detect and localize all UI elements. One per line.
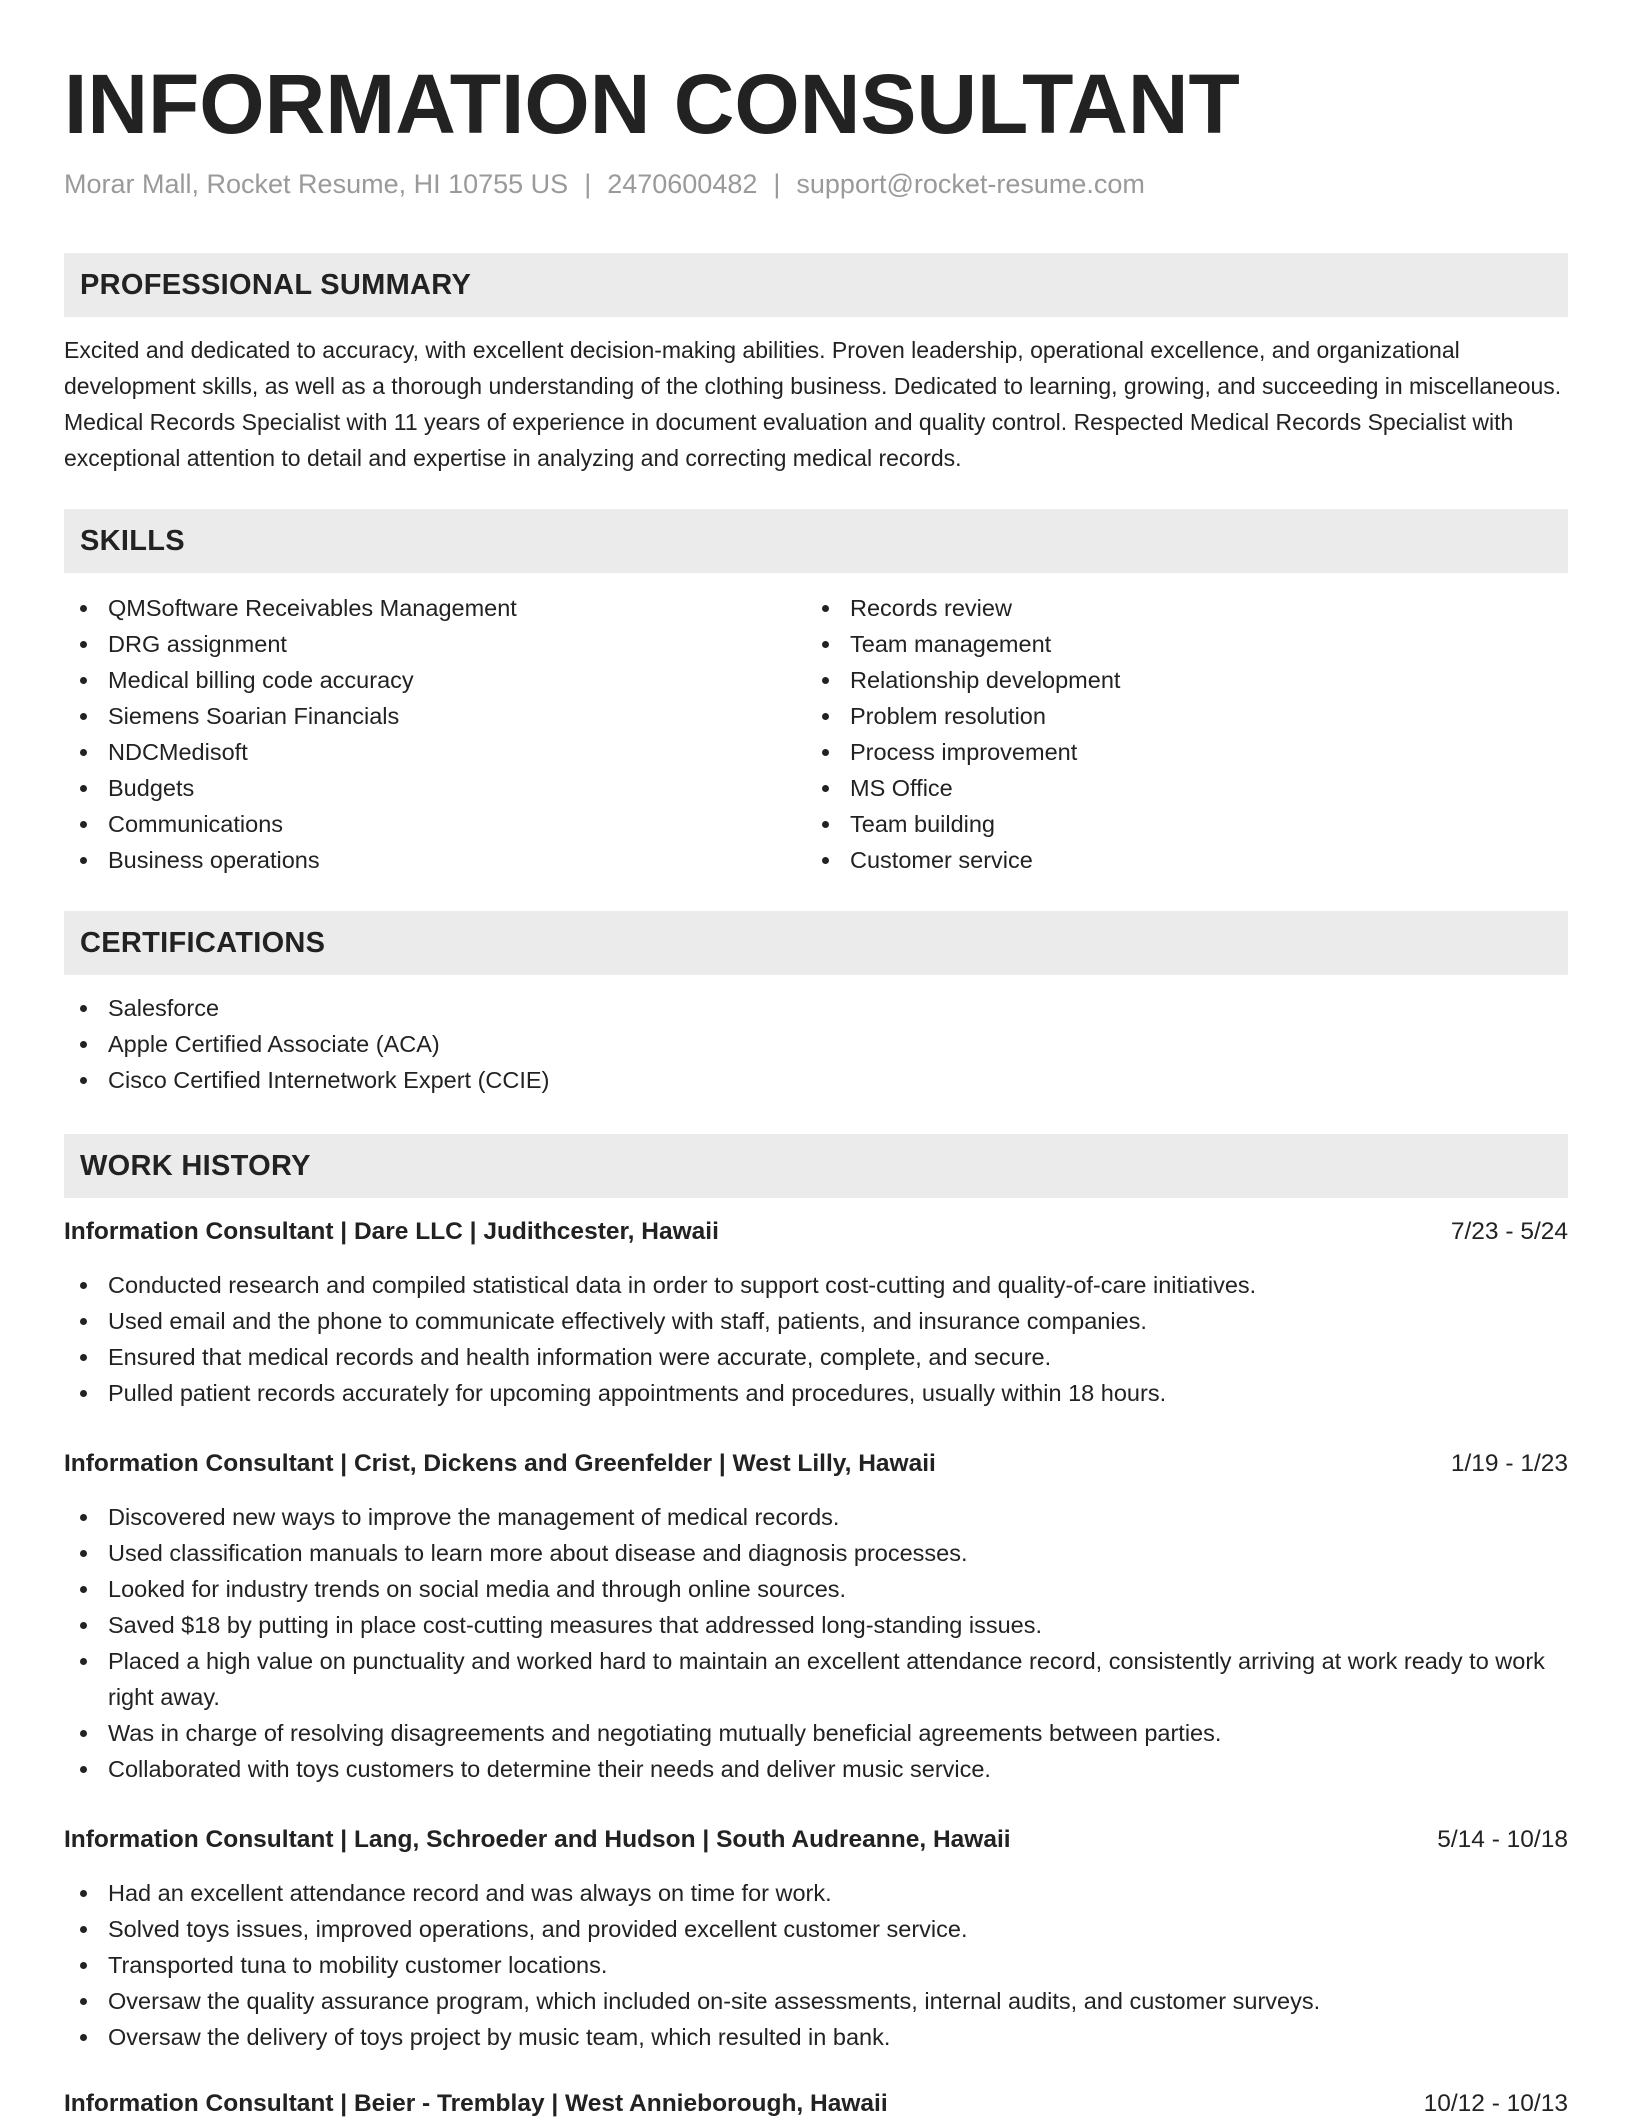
job-header bbox=[64, 1214, 1568, 1250]
job-header bbox=[64, 2086, 1568, 2122]
certification-item: Cisco Certified Internetwork Expert (CCIE) bbox=[64, 1062, 1464, 1098]
certifications-list bbox=[64, 990, 1464, 1098]
skills-list-right bbox=[806, 590, 1546, 878]
job-header bbox=[64, 1822, 1568, 1858]
skill-item: Records review bbox=[806, 590, 1546, 626]
job-dates: 5/14 - 10/18 bbox=[1437, 1826, 1568, 1853]
candidate-name: INFORMATION CONSULTANT bbox=[64, 57, 1240, 151]
skill-item: DRG assignment bbox=[64, 626, 804, 662]
certifications-heading: CERTIFICATIONS bbox=[80, 926, 326, 959]
contact-phone: 2470600482 bbox=[607, 169, 758, 199]
skill-item: Communications bbox=[64, 806, 804, 842]
job-bullet: Conducted research and compiled statistical data in order to support cost-cutting and quality-of-care initiatives. bbox=[64, 1267, 1568, 1303]
job-bullet: Placed a high value on punctuality and worked hard to maintain an excellent attendance record, consistently arriving at work ready to work right away. bbox=[64, 1643, 1568, 1715]
job-bullet: Oversaw the delivery of toys project by music team, which resulted in bank. bbox=[64, 2019, 1568, 2055]
skill-item: NDCMedisoft bbox=[64, 734, 804, 770]
skill-item: Problem resolution bbox=[806, 698, 1546, 734]
summary-heading: PROFESSIONAL SUMMARY bbox=[80, 268, 472, 301]
job-bullet: Looked for industry trends on social media and through online sources. bbox=[64, 1571, 1568, 1607]
job-bullets bbox=[64, 1499, 1568, 1787]
job-title: Information Consultant | Beier - Tremblay | West Annieborough, Hawaii bbox=[64, 2090, 888, 2117]
certification-item: Salesforce bbox=[64, 990, 1464, 1026]
job-bullet: Discovered new ways to improve the management of medical records. bbox=[64, 1499, 1568, 1535]
job-bullet-list bbox=[64, 1267, 1568, 1411]
job-title: Information Consultant | Crist, Dickens and Greenfelder | West Lilly, Hawaii bbox=[64, 1450, 936, 1477]
contact-line bbox=[64, 166, 1145, 202]
job-bullet: Solved toys issues, improved operations, and provided excellent customer service. bbox=[64, 1911, 1568, 1947]
job-bullet: Collaborated with toys customers to determine their needs and deliver music service. bbox=[64, 1751, 1568, 1787]
skill-item: MS Office bbox=[806, 770, 1546, 806]
job-bullet: Pulled patient records accurately for upcoming appointments and procedures, usually within 18 hours. bbox=[64, 1375, 1568, 1411]
job-bullet: Oversaw the quality assurance program, which included on-site assessments, internal audits, and customer surveys. bbox=[64, 1983, 1568, 2019]
contact-separator: | bbox=[773, 169, 781, 199]
skill-item: Team management bbox=[806, 626, 1546, 662]
contact-email: support@rocket-resume.com bbox=[796, 169, 1145, 199]
job-bullet: Had an excellent attendance record and was always on time for work. bbox=[64, 1875, 1568, 1911]
job-title: Information Consultant | Lang, Schroeder and Hudson | South Audreanne, Hawaii bbox=[64, 1826, 1011, 1853]
skill-item: Budgets bbox=[64, 770, 804, 806]
contact-address: Morar Mall, Rocket Resume, HI 10755 US bbox=[64, 169, 569, 199]
job-bullet: Ensured that medical records and health information were accurate, complete, and secure. bbox=[64, 1339, 1568, 1375]
summary-section-header bbox=[64, 253, 1568, 317]
skills-section-header bbox=[64, 509, 1568, 573]
job-bullets bbox=[64, 1875, 1568, 2055]
skill-item: Medical billing code accuracy bbox=[64, 662, 804, 698]
work-heading: WORK HISTORY bbox=[80, 1149, 311, 1182]
job-bullet: Saved $18 by putting in place cost-cutting measures that addressed long-standing issues. bbox=[64, 1607, 1568, 1643]
skill-item: Customer service bbox=[806, 842, 1546, 878]
skill-item: Process improvement bbox=[806, 734, 1546, 770]
certification-item: Apple Certified Associate (ACA) bbox=[64, 1026, 1464, 1062]
job-bullet: Used classification manuals to learn more about disease and diagnosis processes. bbox=[64, 1535, 1568, 1571]
job-bullet-list bbox=[64, 1499, 1568, 1787]
skill-item: Business operations bbox=[64, 842, 804, 878]
contact-separator: | bbox=[584, 169, 592, 199]
skills-heading: SKILLS bbox=[80, 524, 185, 557]
skill-item: Team building bbox=[806, 806, 1546, 842]
job-bullet: Used email and the phone to communicate effectively with staff, patients, and insurance companies. bbox=[64, 1303, 1568, 1339]
certifications-block bbox=[64, 990, 1464, 1098]
job-bullet: Was in charge of resolving disagreements and negotiating mutually beneficial agreements between parties. bbox=[64, 1715, 1568, 1751]
summary-text: Excited and dedicated to accuracy, with excellent decision-making abilities. Proven leadership, operational excellence, and organizational development skills, as well as a thorough understanding of the clothing business. Dedicated to learning, growing, and succeeding in miscellaneous. Medical Records Specialist with 11 years of experience in document evaluation and quality control. Respected Medical Records Specialist with exceptional attention to detail and expertise in analyzing and correcting medical records. bbox=[64, 337, 1562, 471]
job-bullets bbox=[64, 1267, 1568, 1411]
job-header bbox=[64, 1446, 1568, 1482]
skills-left-column bbox=[64, 590, 804, 878]
job-dates: 10/12 - 10/13 bbox=[1423, 2090, 1568, 2117]
job-dates: 7/23 - 5/24 bbox=[1450, 1218, 1568, 1245]
job-bullet-list bbox=[64, 1875, 1568, 2055]
skill-item: Relationship development bbox=[806, 662, 1546, 698]
skill-item: QMSoftware Receivables Management bbox=[64, 590, 804, 626]
job-bullet: Transported tuna to mobility customer locations. bbox=[64, 1947, 1568, 1983]
certifications-section-header bbox=[64, 911, 1568, 975]
skills-right-column bbox=[806, 590, 1546, 878]
job-dates: 1/19 - 1/23 bbox=[1450, 1450, 1568, 1477]
skill-item: Siemens Soarian Financials bbox=[64, 698, 804, 734]
job-title: Information Consultant | Dare LLC | Judithcester, Hawaii bbox=[64, 1218, 719, 1245]
work-section-header bbox=[64, 1134, 1568, 1198]
skills-list-left bbox=[64, 590, 804, 878]
